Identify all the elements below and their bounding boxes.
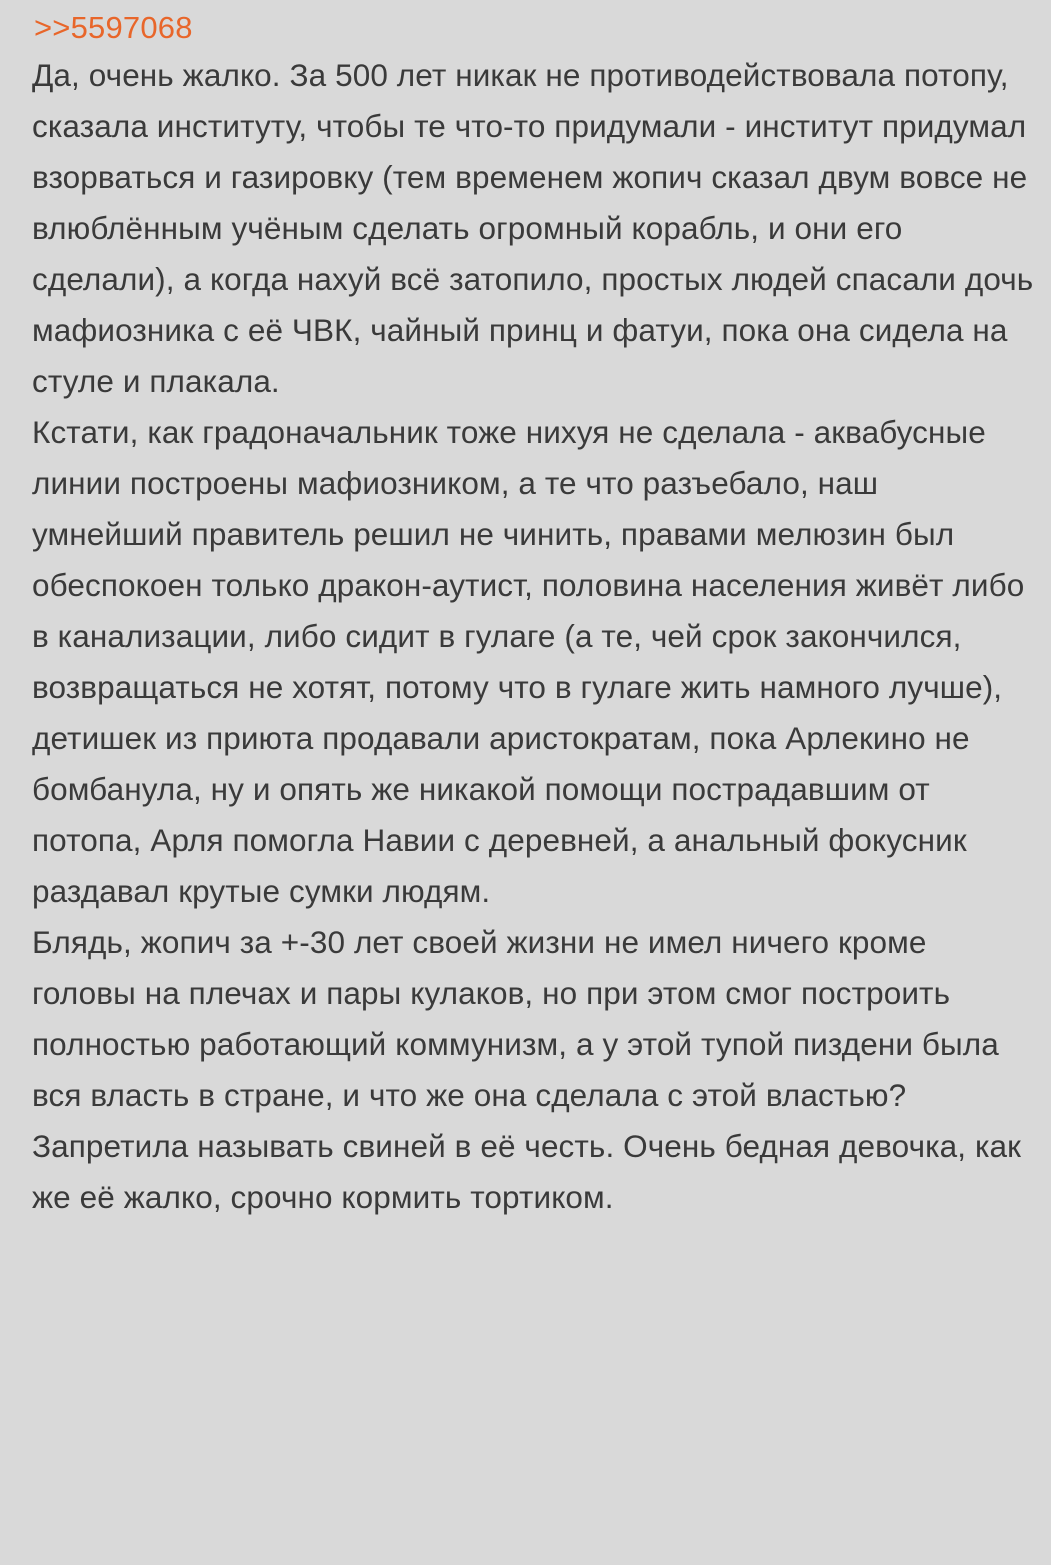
- post-paragraph: Кстати, как градоначальник тоже нихуя не сделала - аквабусные линии построены мафиозником, а те что разъебало, наш умнейший правитель решил не чинить, правами мелюзин был обеспокоен только дракон-аутист, половина населения живёт либо в канализации, либо сидит в гулаге (а те, чей срок закончился, возвращаться не хотят, потому что в гулаге жить намного лучше), детишек из приюта продавали аристократам, пока Арлекино не бомбанула, ну и опять же никакой помощи пострадавшим от потопа, Арля помогла Навии с деревней, а анальный фокусник раздавал крутые сумки людям.: [32, 414, 1025, 909]
- post-paragraph: Да, очень жалко. За 500 лет никак не противодействовала потопу, сказала институту, чтобы те что-то придумали - институт придумал взорваться и газировку (тем временем жопич сказал двум вовсе не влюблённым учёным сделать огромный корабль, и они его сделали), а когда нахуй всё затопило, простых людей спасали дочь мафиозника с её ЧВК, чайный принц и фатуи, пока она сидела на стуле и плакала.: [32, 57, 1034, 399]
- quote-reply-link[interactable]: >>5597068: [34, 10, 193, 45]
- post-body: [32, 50, 1037, 1223]
- post-paragraph: Блядь, жопич за +-30 лет своей жизни не имел ничего кроме головы на плечах и пары кулаков, но при этом смог построить полностью работающий коммунизм, а у этой тупой пиздени была вся власть в стране, и что же она сделала с этой властью? Запретила называть свиней в её честь. Очень бедная девочка, как же её жалко, срочно кормить тортиком.: [32, 924, 1022, 1215]
